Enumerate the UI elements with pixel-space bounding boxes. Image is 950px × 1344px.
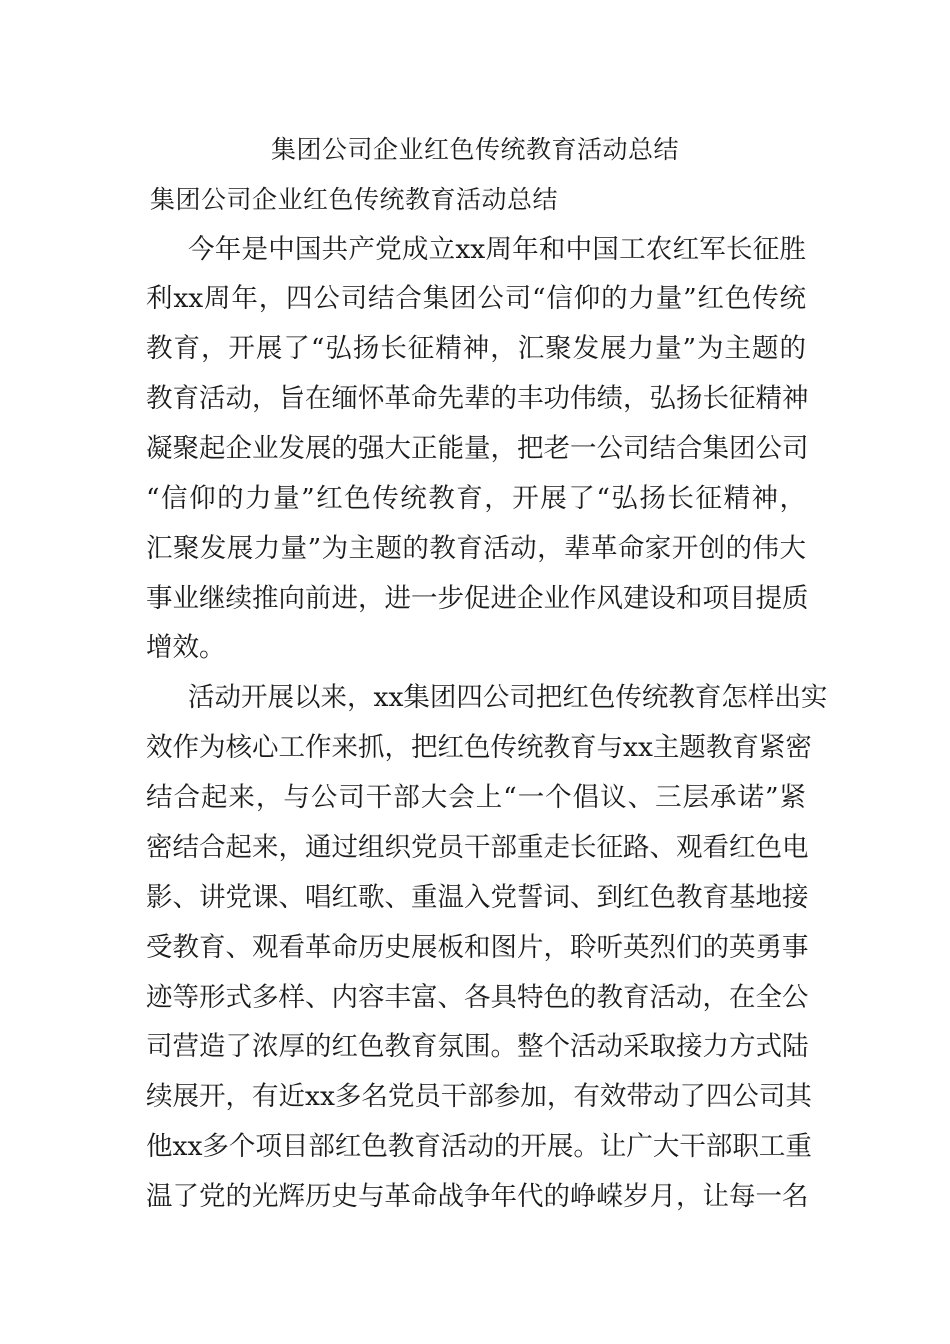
paragraph-line: 他xx多个项目部红色教育活动的开展。让广大干部职工重 (146, 1131, 812, 1162)
paragraph-line: “信仰的力量”红色传统教育，开展了“弘扬长征精神， (146, 483, 806, 514)
paragraph-line: 迹等形式多样、内容丰富、各具特色的教育活动，在全公 (146, 982, 809, 1013)
paragraph-line: 司营造了浓厚的红色教育氛围。整个活动采取接力方式陆 (146, 1031, 809, 1062)
document-subtitle: 集团公司企业红色传统教育活动总结 (150, 185, 559, 214)
paragraph-line: 教育活动，旨在缅怀革命先辈的丰功伟绩，弘扬长征精神 (146, 383, 809, 414)
paragraph-line: 结合起来，与公司干部大会上“一个倡议、三层承诺”紧 (146, 782, 806, 813)
paragraph-line: 增效。 (146, 632, 226, 663)
document-title: 集团公司企业红色传统教育活动总结 (270, 135, 679, 164)
paragraph-line: 利xx周年，四公司结合集团公司“信仰的力量”红色传统 (146, 283, 806, 314)
paragraph-line: 今年是中国共产党成立xx周年和中国工农红军长征胜 (188, 234, 806, 265)
paragraph-line: 影、讲党课、唱红歌、重温入党誓词、到红色教育基地接 (146, 882, 809, 913)
paragraph-line: 事业继续推向前进，进一步促进企业作风建设和项目提质 (146, 583, 809, 614)
paragraph-line: 凝聚起企业发展的强大正能量，把老一公司结合集团公司 (146, 433, 809, 464)
paragraph-line: 受教育、观看革命历史展板和图片，聆听英烈们的英勇事 (146, 932, 809, 963)
paragraph-line: 效作为核心工作来抓，把红色传统教育与xx主题教育紧密 (146, 732, 812, 763)
paragraph-line: 温了党的光辉历史与革命战争年代的峥嵘岁月，让每一名 (146, 1181, 809, 1212)
paragraph-line: 教育，开展了“弘扬长征精神，汇聚发展力量”为主题的 (146, 333, 806, 364)
paragraph-line: 密结合起来，通过组织党员干部重走长征路、观看红色电 (146, 832, 809, 863)
paragraph-line: 汇聚发展力量”为主题的教育活动，辈革命家开创的伟大 (146, 533, 806, 564)
paragraph-line: 续展开，有近xx多名党员干部参加，有效带动了四公司其 (146, 1081, 812, 1112)
paragraph-line: 活动开展以来，xx集团四公司把红色传统教育怎样出实 (188, 682, 828, 713)
